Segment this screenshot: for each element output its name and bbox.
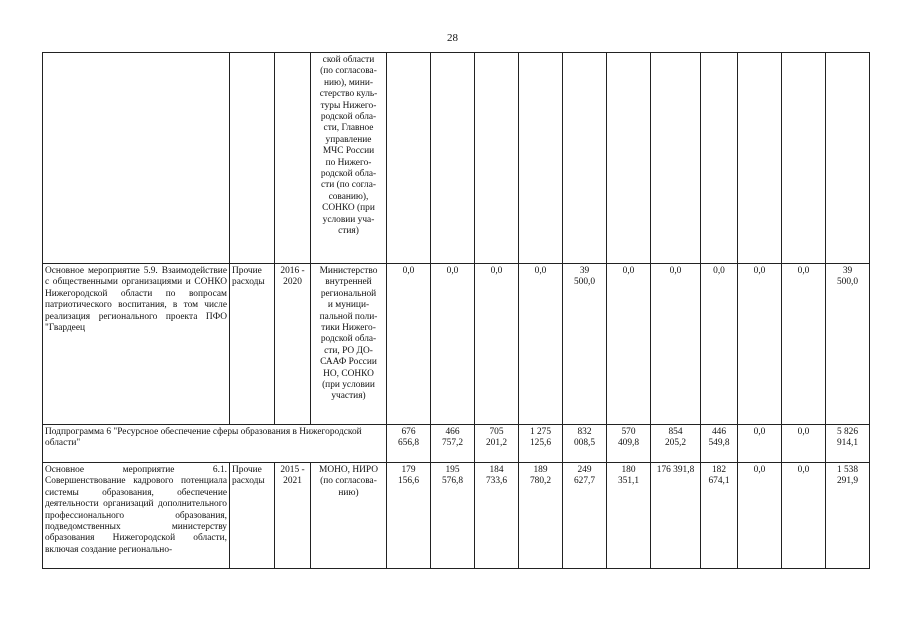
expense-type xyxy=(230,53,275,264)
value-cell: 0,0 xyxy=(738,425,782,463)
value-cell: 0,0 xyxy=(738,264,782,425)
value-cell xyxy=(782,53,826,264)
value-cell xyxy=(563,53,607,264)
value-cell xyxy=(519,53,563,264)
subprogram-title: Подпрограмма 6 "Ресурсное обеспечение сферы образования в Нижегородской области" xyxy=(43,425,387,463)
period xyxy=(275,53,311,264)
value-cell: 176 391,8 xyxy=(651,463,701,569)
executor: МОНО, НИРО (по согласова- нию) xyxy=(311,463,387,569)
value-cell: 705 201,2 xyxy=(475,425,519,463)
value-cell: 0,0 xyxy=(607,264,651,425)
value-cell: 0,0 xyxy=(387,264,431,425)
period: 2015 - 2021 xyxy=(275,463,311,569)
value-cell xyxy=(701,53,738,264)
value-cell: 184 733,6 xyxy=(475,463,519,569)
executor: ской области (по согласова- нию), мини- стерство куль- туры Нижего- родской обла- сти, Главное управление МЧС России по Нижего- родской обла- сти (по согла- сованию), СОНКО (при условии уча- стия) xyxy=(311,53,387,264)
value-cell: 0,0 xyxy=(782,264,826,425)
expense-type: Прочие расходы xyxy=(230,463,275,569)
value-cell: 5 826 914,1 xyxy=(826,425,870,463)
measure-description: Основное мероприятие 6.1. Совершенствование кадрового потенциала системы образования, обеспечение деятельности организаций дополнительного профессионального образования, подведомственных министерству образования Нижегородской области, включая создание регионально- xyxy=(43,463,230,569)
value-cell: 0,0 xyxy=(782,463,826,569)
value-cell: 182 674,1 xyxy=(701,463,738,569)
value-cell: 0,0 xyxy=(431,264,475,425)
table-row xyxy=(43,463,870,569)
measure-description: Основное мероприятие 5.9. Взаимодействие с общественными организациями и СОНКО Нижегородской области по вопросам патриотического воспитания, в том числе реализация регионального проекта ПФО "Гвардеец xyxy=(43,264,230,425)
value-cell: 466 757,2 xyxy=(431,425,475,463)
page-number: 28 xyxy=(447,32,458,44)
table-row xyxy=(43,53,870,264)
value-cell: 195 576,8 xyxy=(431,463,475,569)
value-cell: 832 008,5 xyxy=(563,425,607,463)
value-cell: 179 156,6 xyxy=(387,463,431,569)
value-cell xyxy=(607,53,651,264)
value-cell xyxy=(475,53,519,264)
value-cell: 0,0 xyxy=(782,425,826,463)
budget-table xyxy=(42,52,870,569)
value-cell xyxy=(738,53,782,264)
value-cell: 0,0 xyxy=(701,264,738,425)
value-cell: 1 275 125,6 xyxy=(519,425,563,463)
value-cell: 0,0 xyxy=(738,463,782,569)
value-cell xyxy=(431,53,475,264)
value-cell: 0,0 xyxy=(651,264,701,425)
value-cell: 1 538 291,9 xyxy=(826,463,870,569)
value-cell: 570 409,8 xyxy=(607,425,651,463)
value-cell: 249 627,7 xyxy=(563,463,607,569)
value-cell xyxy=(826,53,870,264)
value-cell xyxy=(387,53,431,264)
value-cell xyxy=(651,53,701,264)
expense-type: Прочие расходы xyxy=(230,264,275,425)
value-cell: 446 549,8 xyxy=(701,425,738,463)
measure-description xyxy=(43,53,230,264)
table-row xyxy=(43,264,870,425)
value-cell: 854 205,2 xyxy=(651,425,701,463)
value-cell: 180 351,1 xyxy=(607,463,651,569)
value-cell: 0,0 xyxy=(519,264,563,425)
executor: Министерство внутренней региональной и муници- пальной поли- тики Нижего- родской обла- сти, РО ДО- СААФ России НО, СОНКО (при условии участия) xyxy=(311,264,387,425)
table-row xyxy=(43,425,870,463)
value-cell: 676 656,8 xyxy=(387,425,431,463)
period: 2016 - 2020 xyxy=(275,264,311,425)
value-cell: 189 780,2 xyxy=(519,463,563,569)
value-cell: 0,0 xyxy=(475,264,519,425)
value-cell: 39 500,0 xyxy=(826,264,870,425)
value-cell: 39 500,0 xyxy=(563,264,607,425)
